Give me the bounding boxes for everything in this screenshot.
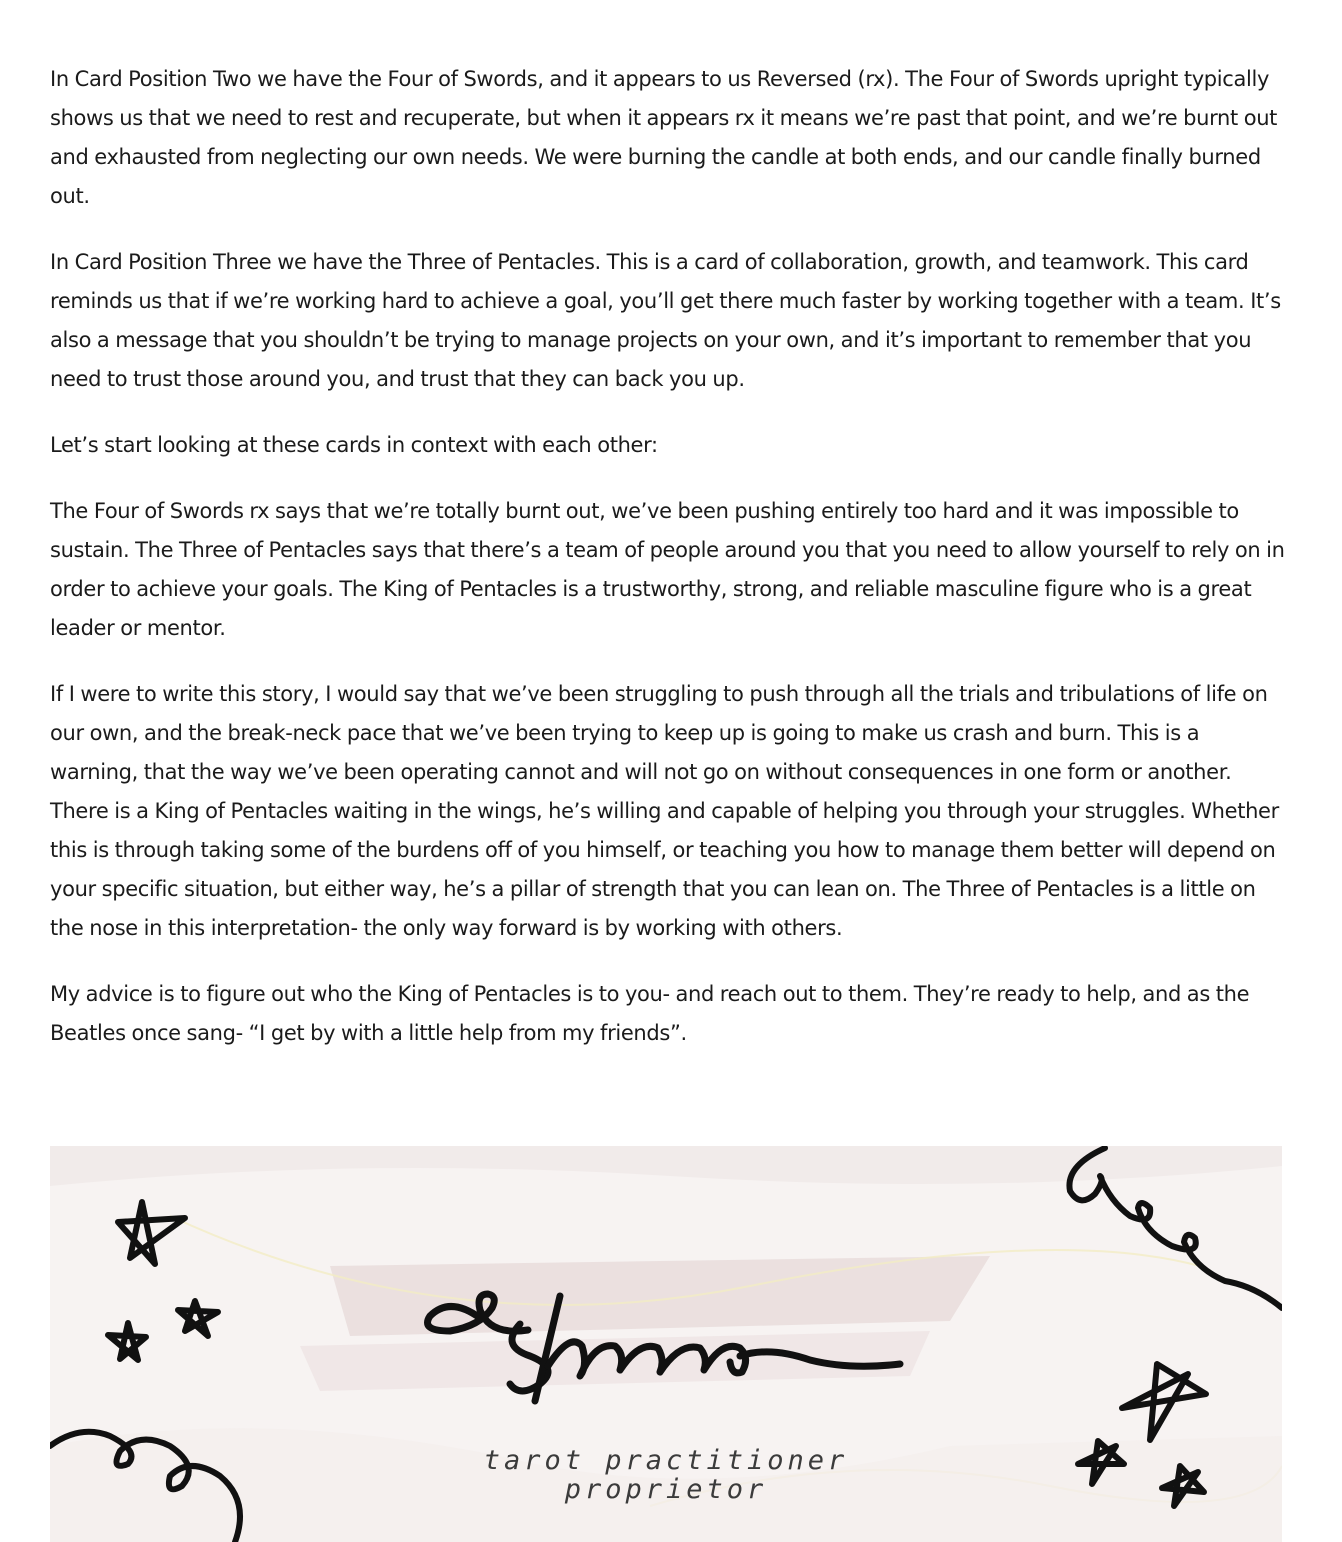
signature-banner — [50, 1146, 1282, 1542]
paragraph-advice: My advice is to figure out who the King of Pentacles is to you- and reach out to them. They’re ready to help, and as the Beatles once sang- “I get by with a little help from my friends”. — [50, 982, 1250, 1045]
star-icon — [118, 1202, 185, 1264]
signature-title-line-2: proprietor — [564, 1474, 768, 1505]
paragraph-card-three: In Card Position Three we have the Three of Pentacles. This is a card of collaboration, growth, and teamwork. This card reminds us that if we’re working hard to achieve a goal, you’ll get there much faster by working together with a team. It’s also a message that you shouldn’t be trying to manage projects on your own, and it’s important to remember that you need to trust those around you, and trust that they can back you up. — [50, 250, 1281, 391]
paragraph-context: The Four of Swords rx says that we’re totally burnt out, we’ve been pushing entirely too hard and it was impossible to sustain. The Three of Pentacles says that there’s a team of people around you that you need to allow yourself to rely on in order to achieve your goals. The King of Pentacles is a trustworthy, strong, and reliable masculine figure who is a great leader or mentor. — [50, 499, 1285, 640]
paragraph-card-two: In Card Position Two we have the Four of Swords, and it appears to us Reversed (rx). The Four of Swords upright typically shows us that we need to rest and recuperate, but when it appears rx it means we’re past that point, and we’re burnt out and exhausted from neglecting our own needs. We were burning the candle at both ends, and our candle finally burned out. — [50, 67, 1278, 208]
shannon-signature — [410, 1276, 910, 1406]
paragraph-story: If I were to write this story, I would say that we’ve been struggling to push through all the trials and tribulations of life on our own, and the break-neck pace that we’ve been trying to keep up is going to make us crash and burn. This is a warning, that the way we’ve been operating cannot and will not go on without consequences in one form or another. There is a King of Pentacles waiting in the wings, he’s willing and capable of helping you through your struggles. Whether this is through taking some of the burdens off of you himself, or teaching you how to manage them better will depend on your specific situation, but either way, he’s a pillar of strength that you can lean on. The Three of Pentacles is a little on the nose in this interpretation- the only way forward is by working with others. — [50, 682, 1279, 940]
article-body — [50, 60, 1290, 1080]
star-icon — [108, 1323, 146, 1360]
star-icon — [1122, 1364, 1206, 1440]
swirl-icon — [1069, 1148, 1282, 1308]
signature-title-line-1: tarot practitioner — [483, 1445, 849, 1476]
paragraph-context-intro: Let’s start looking at these cards in context with each other: — [50, 433, 658, 457]
